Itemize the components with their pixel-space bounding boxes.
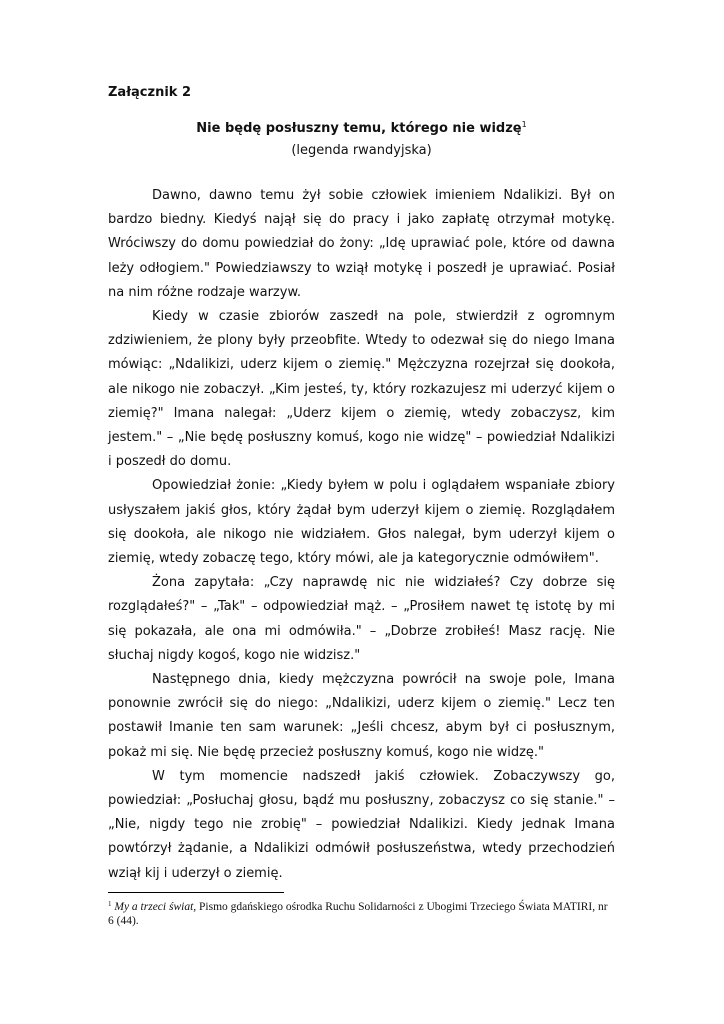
paragraph: Żona zapytała: „Czy naprawdę nic nie widziałeś? Czy dobrze się rozglądałeś?" – „Tak" – odpowiedział mąż. – „Prosiłem nawet tę istotę by mi się pokazała, ale ona mi odmówiła." – „Dobrze zrobiłeś! Masz rację. Nie słuchaj nigdy kogoś, kogo nie widzisz." (108, 575, 615, 663)
paragraph: W tym momencie nadszedł jakiś człowiek. Zobaczywszy go, powiedział: „Posłuchaj głosu, bądź mu posłuszny, zobaczysz co się stanie." – „Nie, nigdy tego nie zrobię" – powiedział Ndalikizi. Kiedy jednak Imana powtórzył żądanie, a Ndalikizi odmówił posłuszeństwa, wtedy przechodzień wziął kij i uderzył o ziemię. (108, 768, 615, 881)
title-footnote-mark: 1 (521, 120, 527, 129)
paragraph: Kiedy w czasie zbiorów zaszedł na pole, stwierdził z ogromnym zdziwieniem, że plony były przeobfite. Wtedy to odezwał się do niego Imana mówiąc: „Ndalikizi, uderz kijem o ziemię." Mężczyzna rozejrzał się dookoła, ale nikogo nie zobaczył. „Kim jesteś, ty, który rozkazujesz mi uderzyć kijem o ziemię?" Imana nalegał: „Uderz kijem o ziemię, wtedy zobaczysz, kim jestem." – „Nie będę posłuszny komuś, kogo nie widzę" – powiedział Ndalikizi i poszedł do domu. (108, 309, 615, 470)
body-text (108, 184, 615, 886)
footnote-publication-title: My a trzeci świat, (114, 900, 197, 913)
paragraph: Opowiedział żonie: „Kiedy byłem w polu i oglądałem wspaniałe zbiory usłyszałem jakiś głos, który żądał bym uderzył kijem o ziemię. Rozglądałem się dookoła, ale nikogo nie widziałem. Głos nalegał, bym uderzył kijem o ziemię, wtedy zobaczę tego, który mówi, ale ja kategorycznie odmówiłem". (108, 478, 615, 567)
document-subtitle: (legenda rwandyjska) (291, 143, 432, 158)
paragraph: Dawno, dawno temu żył sobie człowiek imieniem Ndalikizi. Był on bardzo biedny. Kiedyś najął się do pracy i jako zapłatę otrzymał motykę. Wróciwszy do domu powiedział do żony: „Idę uprawiać pole, które od dawna leży odłogiem." Powiedziawszy to wziął motykę i poszedł je uprawiać. Posiał na nim różne rodzaje warzyw. (108, 188, 615, 300)
footnote-separator (108, 892, 284, 893)
footnote-mark: 1 (108, 899, 112, 908)
document-page (108, 82, 615, 928)
footnote-text: Pismo gdańskiego ośrodka Ruchu Solidarności z Ubogimi Trzeciego Świata MATIRI, nr 6 (44). (108, 900, 608, 927)
footnote (108, 897, 615, 928)
annex-label: Załącznik 2 (108, 85, 191, 100)
document-title (108, 114, 615, 140)
paragraph: Następnego dnia, kiedy mężczyzna powrócił na swoje pole, Imana ponownie zwrócił się do niego: „Ndalikizi, uderz kijem o ziemię." Lecz ten postawił Imanie ten sam warunek: „Jeśli chcesz, abym był ci posłusznym, pokaż mi się. Nie będę przecież posłuszny komuś, kogo nie widzę." (108, 672, 615, 760)
title-text: Nie będę posłuszny temu, którego nie widzę (196, 121, 522, 136)
